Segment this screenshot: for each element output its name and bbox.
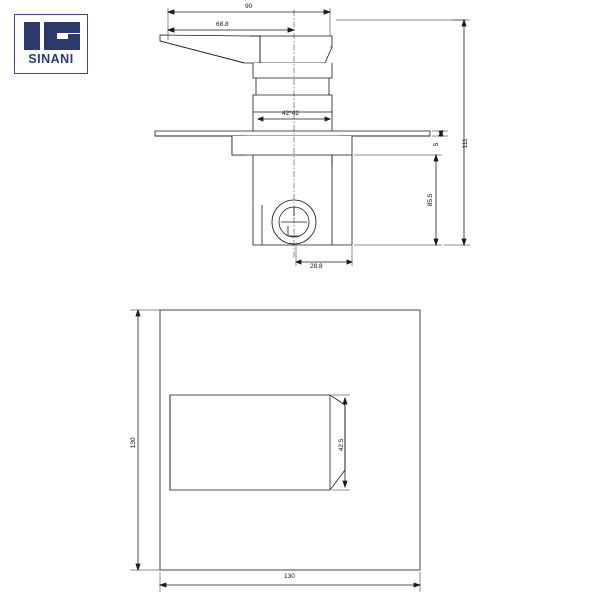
dim-label-lever-length: 68.8 (216, 21, 229, 28)
brand-logo-text: SINANI (28, 52, 74, 66)
dim-label-plate-width: 130 (284, 573, 295, 580)
dim-label-total-height: 111 (461, 138, 469, 149)
dim-label-body-square: 42*42 (282, 110, 299, 117)
dim-label-outlet-width: 28.8 (310, 263, 323, 270)
dim-label-plate-thickness: 5 (432, 142, 440, 147)
dim-label-plate-height: 130 (129, 437, 137, 449)
dim-label-body-height: 85.5 (426, 193, 434, 207)
side-elevation-view (155, 8, 470, 266)
dim-label-lever-height: 42.5 (337, 438, 345, 452)
dim-label-top-width: 90 (245, 3, 253, 10)
front-plate-view (130, 310, 420, 592)
